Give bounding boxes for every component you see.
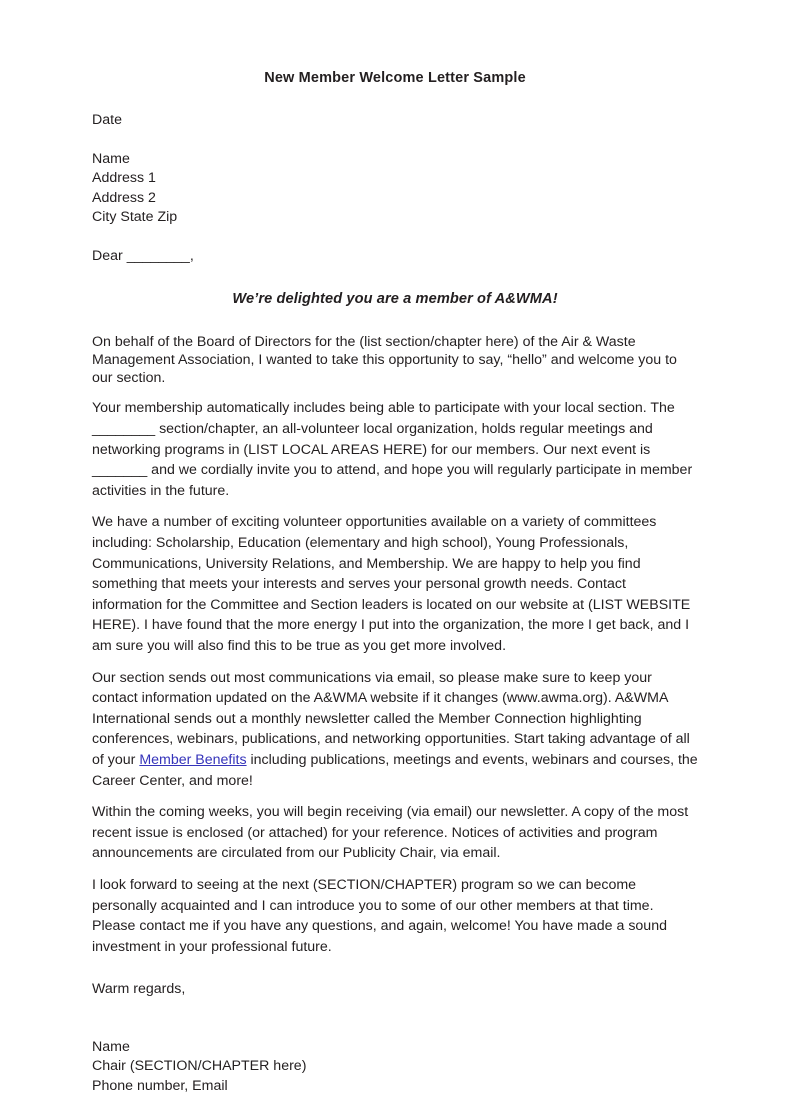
recipient-name: Name [92,150,130,167]
letterhead-meta-block [92,111,698,228]
valediction: Warm regards, [92,981,186,998]
paragraph-membership-participation: Your membership automatically includes being able to participate with your local section. The ________ section/chapter, an all-volunteer local organization, holds regular meetings and networking programs in (LIST LOCAL AREAS HERE) for our members. Our next event is _______ and we cordially invite you to attend, and hope you will regularly participate in member activities in the future. [92,400,693,499]
signature-spacer [92,1000,698,1038]
welcome-tagline: We’re delighted you are a member of A&WMA! [232,290,558,307]
recipient-city-state-zip: City State Zip [92,209,178,226]
meta-spacer [92,131,698,150]
recipient-address-1: Address 1 [92,170,156,187]
paragraph-newsletter: Within the coming weeks, you will begin receiving (via email) our newsletter. A copy of the most recent issue is enclosed (or attached) for your reference. Notices of activities and program announcements are circulated from our Publicity Chair, via email. [92,804,689,862]
paragraph-board-of-directors: On behalf of the Board of Directors for the (list section/chapter here) of the Air & Waste Management Association, I wanted to take this opportunity to say, “hello” and welcome you to our section. [92,333,677,387]
paragraph-communications-text-before-link: Our section sends out most communications via email, so please make sure to keep your contact information updated on the A&WMA website if it changes (www.awma.org). A&WMA International sends out a monthly newsletter called the Member Connection highlighting conferences, webinars, publications, and networking opportunities. Start taking advantage of all of your [92,669,690,768]
letter-content [92,0,698,1097]
signer-name: Name [92,1038,130,1055]
letter-body [92,333,698,969]
recipient-address-2: Address 2 [92,189,156,206]
signer-title: Chair (SECTION/CHAPTER here) [92,1058,307,1075]
signature-block [92,1038,698,1097]
salutation-line: Dear ________, [92,247,194,264]
page-title: New Member Welcome Letter Sample [264,70,526,86]
paragraph-communications [92,668,698,803]
paragraph-volunteer-opportunities: We have a number of exciting volunteer opportunities available on a variety of committees including: Scholarship, Education (elementary and high school), Young Professionals, Communications, University Relations, and Membership. We are happy to help you find something that meets your interests and serves your personal growth needs. Contact information for the Committee and Section leaders is located on our website at (LIST WEBSITE HERE). I have found that the more energy I put into the organization, the more I get back, and I am sure you will also find this to be true as you get more involved. [92,514,691,654]
date-placeholder: Date [92,112,122,128]
paragraph-communications-text-after-link: including publications, meetings and events, webinars and courses, the Career Center, and more! [92,751,698,789]
paragraph-closing-invitation: I look forward to seeing at the next (SECTION/CHAPTER) program so we can become personally acquainted and I can introduce you to some of our other members at that time. Please contact me if you have any questions, and again, welcome! You have made a sound investment in your professional future. [92,876,667,955]
member-benefits-link[interactable]: Member Benefits [139,751,247,768]
signer-contact: Phone number, Email [92,1078,228,1095]
